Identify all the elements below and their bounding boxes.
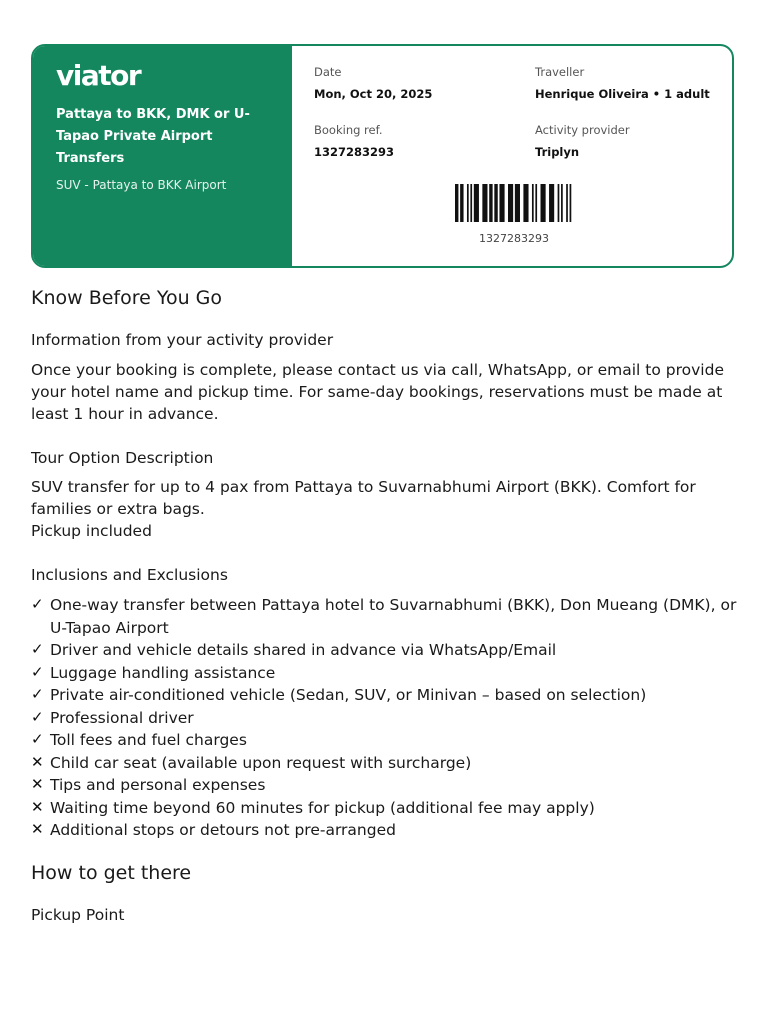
tour-title: Pattaya to BKK, DMK or U-Tapao Private Airport Transfers [56, 107, 250, 166]
list-item-text: Child car seat (available upon request with surcharge) [50, 753, 472, 772]
barcode-bar [494, 184, 497, 222]
list-item [31, 639, 743, 662]
list-item-text: Waiting time beyond 60 minutes for pickup (additional fee may apply) [50, 798, 595, 817]
check-icon: ✓ [31, 685, 44, 703]
list-item-text: Tips and personal expenses [50, 776, 266, 794]
list-item [31, 707, 743, 730]
barcode-number: 1327283293 [479, 232, 549, 245]
booking-ref-value: 1327283293 [314, 145, 395, 159]
barcode-bar [482, 184, 487, 222]
traveller-value: Henrique Oliveira • 1 adult [535, 87, 710, 101]
list-item-text: Professional driver [50, 708, 194, 727]
traveller-label: Traveller [535, 65, 585, 79]
list-item-text: Toll fees and fuel charges [50, 731, 247, 749]
barcode-bar [474, 184, 479, 222]
cross-icon: ✕ [31, 775, 44, 793]
list-item [31, 752, 743, 775]
tour-option-text: SUV transfer for up to 4 pax from Pattaya to Suvarnabhumi Airport (BKK). Comfort for families or extra bags. [31, 478, 696, 518]
main-content [31, 285, 743, 926]
check-icon: ✓ [31, 730, 44, 748]
provider-value: Triplyn [535, 145, 580, 159]
list-item [31, 819, 743, 842]
barcode-bar [561, 184, 563, 222]
barcode-bar [532, 184, 534, 222]
provider-label: Activity provider [535, 123, 630, 137]
inclusions-heading: Inclusions and Exclusions [31, 566, 228, 584]
traveller-field [535, 65, 734, 101]
date-label: Date [314, 65, 342, 79]
check-icon: ✓ [31, 707, 44, 726]
cross-icon: ✕ [31, 797, 44, 816]
barcode-bar [508, 184, 513, 222]
list-item-text: Driver and vehicle details shared in advance via WhatsApp/Email [50, 641, 557, 659]
check-icon: ✓ [31, 640, 44, 658]
tour-option: SUV - Pattaya to BKK Airport [56, 178, 227, 192]
barcode-bar [467, 184, 469, 222]
barcode [453, 184, 575, 245]
barcode-image [455, 184, 573, 222]
inclusions-list [31, 594, 743, 842]
barcode-bar [570, 184, 572, 222]
list-item-text: Luggage handling assistance [50, 663, 276, 682]
list-item [31, 797, 743, 820]
date-field [314, 65, 514, 101]
know-before-heading: Know Before You Go [31, 287, 223, 309]
check-icon: ✓ [31, 595, 44, 613]
list-item-text: One-way transfer between Pattaya hotel to Suvarnabhumi (BKK), Don Mueang (DMK), or U-Tapao Airport [50, 596, 737, 637]
barcode-bar [499, 184, 504, 222]
list-item [31, 594, 743, 639]
pickup-included-text: Pickup included [31, 522, 152, 540]
info-heading: Information from your activity provider [31, 331, 334, 349]
barcode-bar [470, 184, 472, 222]
barcode-bar [535, 184, 537, 222]
barcode-bar [566, 184, 568, 222]
booking-ref-label: Booking ref. [314, 123, 383, 137]
viator-logo: viator [56, 59, 141, 92]
tour-option-heading: Tour Option Description [31, 449, 214, 467]
list-item-text: Private air-conditioned vehicle (Sedan, SUV, or Minivan – based on selection) [50, 686, 647, 704]
ticket-details [292, 46, 732, 266]
barcode-bar [541, 184, 546, 222]
list-item [31, 774, 743, 797]
barcode-bar [460, 184, 463, 222]
cross-icon: ✕ [31, 752, 44, 771]
cross-icon: ✕ [31, 820, 44, 838]
barcode-bar [523, 184, 528, 222]
list-item-text: Additional stops or detours not pre-arranged [50, 821, 396, 839]
barcode-bar [455, 184, 458, 222]
info-text: Once your booking is complete, please contact us via call, WhatsApp, or email to provide your hotel name and pickup time. For same-day bookings, reservations must be made at least 1 hour in advance. [31, 361, 724, 423]
how-to-get-there-heading: How to get there [31, 861, 192, 884]
date-value: Mon, Oct 20, 2025 [314, 87, 433, 101]
list-item [31, 729, 743, 752]
pickup-point-heading: Pickup Point [31, 905, 125, 924]
booking-ref-field [314, 123, 514, 159]
barcode-bar [515, 184, 520, 222]
list-item [31, 662, 743, 685]
check-icon: ✓ [31, 662, 44, 681]
ticket-brand-panel [33, 46, 292, 266]
barcode-bar [558, 184, 560, 222]
list-item [31, 684, 743, 707]
barcode-bar [489, 184, 492, 222]
ticket-card [31, 44, 734, 268]
provider-field [535, 123, 734, 159]
barcode-bar [549, 184, 554, 222]
